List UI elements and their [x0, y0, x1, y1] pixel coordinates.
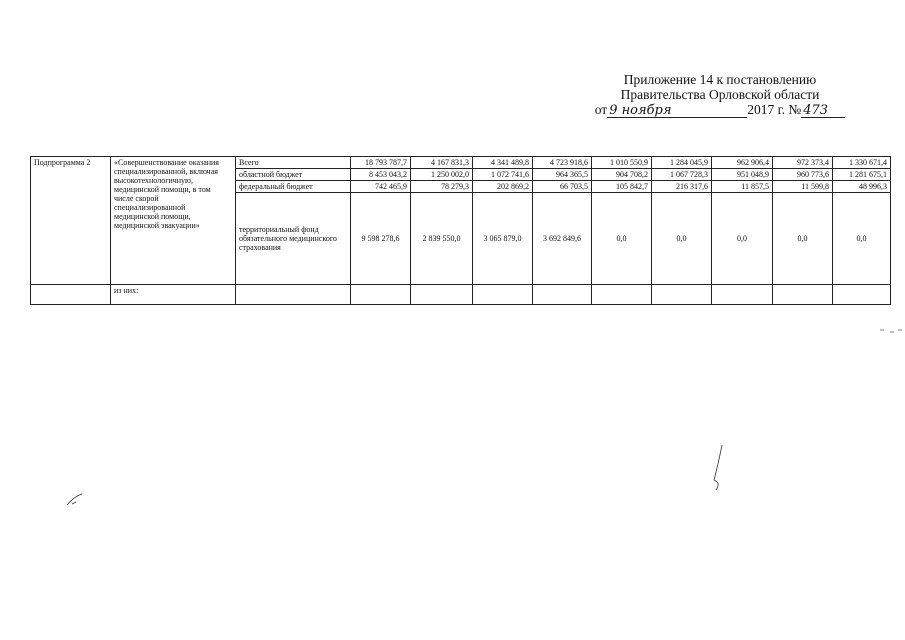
value-cell: 18 793 787,7: [351, 157, 411, 169]
value-cell: 1 250 002,0: [411, 169, 473, 181]
empty-cell: [351, 285, 411, 305]
empty-cell: [31, 285, 111, 305]
value-cell: 78 279,3: [411, 181, 473, 193]
value-cell: 66 703,5: [533, 181, 592, 193]
value-cell: 960 773,6: [773, 169, 833, 181]
value-cell: 4 341 489,8: [473, 157, 533, 169]
of-which-label: из них:: [111, 285, 236, 305]
empty-cell: [592, 285, 652, 305]
value-cell: 3 692 849,6: [533, 193, 592, 285]
empty-cell: [773, 285, 833, 305]
value-cell: 951 048,9: [712, 169, 773, 181]
value-cell: 904 708,2: [592, 169, 652, 181]
value-cell: 0,0: [773, 193, 833, 285]
value-cell: 9 598 278,6: [351, 193, 411, 285]
empty-cell: [833, 285, 891, 305]
empty-cell: [652, 285, 712, 305]
value-cell: 1 281 675,1: [833, 169, 891, 181]
value-cell: 0,0: [712, 193, 773, 285]
value-cell: 8 453 043,2: [351, 169, 411, 181]
appendix-title: Приложение 14 к постановлению: [623, 72, 817, 87]
subprogram-label: Подпрограмма 2: [31, 157, 111, 285]
funding-source: федеральный бюджет: [236, 181, 351, 193]
handwritten-date: 9 ноября: [607, 105, 747, 118]
government-title: Правительства Орловской области: [620, 87, 820, 102]
value-cell: 202 869,2: [473, 181, 533, 193]
year-number-label: 2017 г. №: [747, 102, 802, 117]
value-cell: 11 857,5: [712, 181, 773, 193]
value-cell: 1 067 728,3: [652, 169, 712, 181]
empty-cell: [533, 285, 592, 305]
value-cell: 2 839 550,0: [411, 193, 473, 285]
subprogram-name: «Совершенствование оказания специализированной, включая высокотехнологичную, медицинской помощи, в том числе скорой специализированной медицинской помощи, медицинской эвакуации»: [111, 157, 236, 285]
handwritten-mark: [62, 490, 92, 510]
value-cell: 742 465,9: [351, 181, 411, 193]
empty-cell: [411, 285, 473, 305]
document-header: [560, 72, 880, 118]
value-cell: 0,0: [833, 193, 891, 285]
empty-cell: [236, 285, 351, 305]
handwritten-number: 473: [801, 105, 845, 118]
value-cell: 216 317,6: [652, 181, 712, 193]
value-cell: 972 373,4: [773, 157, 833, 169]
handwritten-mark: [700, 440, 740, 500]
empty-cell: [473, 285, 533, 305]
value-cell: 962 906,4: [712, 157, 773, 169]
value-cell: 0,0: [592, 193, 652, 285]
value-cell: 1 072 741,6: [473, 169, 533, 181]
value-cell: 0,0: [652, 193, 712, 285]
value-cell: 1 284 045,9: [652, 157, 712, 169]
value-cell: 105 842,7: [592, 181, 652, 193]
from-label: от: [594, 102, 608, 117]
margin-dashes: [878, 326, 904, 338]
value-cell: 48 996,3: [833, 181, 891, 193]
empty-cell: [712, 285, 773, 305]
funding-source: территориальный фонд обязательного медицинского страхования: [236, 193, 351, 285]
value-cell: 3 065 879,0: [473, 193, 533, 285]
value-cell: 11 599,8: [773, 181, 833, 193]
value-cell: 1 330 671,4: [833, 157, 891, 169]
value-cell: 1 010 550,9: [592, 157, 652, 169]
table-row: [31, 285, 891, 305]
table-row: [31, 157, 891, 169]
budget-table: [30, 156, 891, 305]
decree-date-line: [560, 102, 880, 118]
value-cell: 4 167 831,3: [411, 157, 473, 169]
funding-source: Всего: [236, 157, 351, 169]
value-cell: 964 365,5: [533, 169, 592, 181]
funding-source: областной бюджет: [236, 169, 351, 181]
value-cell: 4 723 918,6: [533, 157, 592, 169]
